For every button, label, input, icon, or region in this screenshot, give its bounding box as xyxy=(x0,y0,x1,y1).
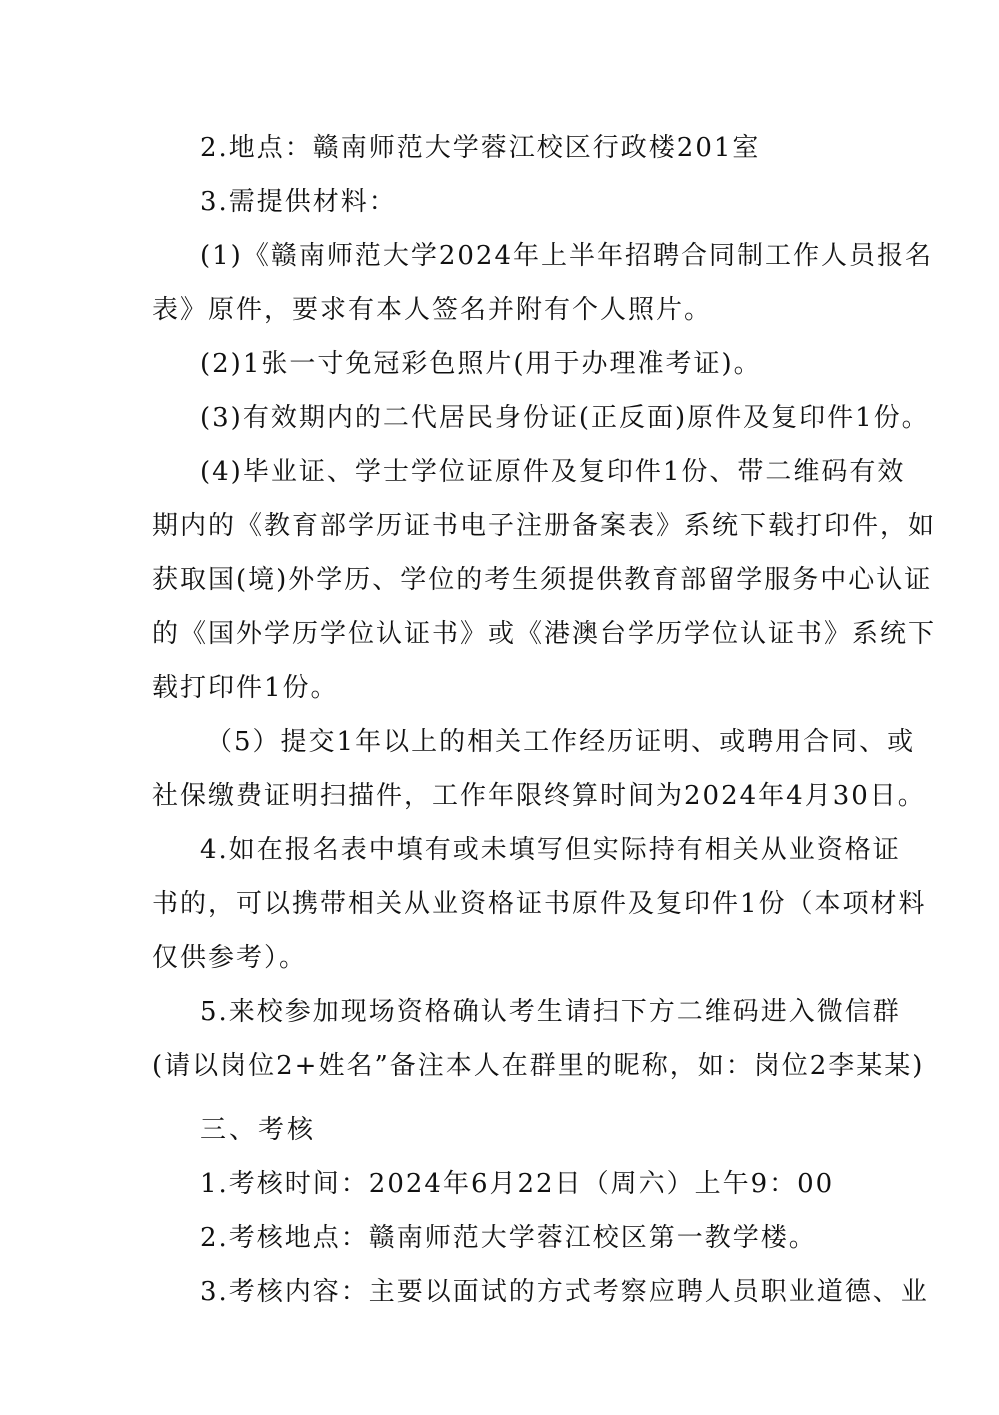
assessment-location-line: 2.考核地点：赣南师范大学蓉江校区第一教学楼。 xyxy=(200,1223,817,1253)
assessment-time-line: 1.考核时间：2024年6月22日（周六）上午9：00 xyxy=(200,1169,835,1199)
item-5-line-2: (请以岗位2+姓名”备注本人在群里的昵称，如：岗位2李某某) xyxy=(152,1051,925,1081)
material-3-line: (3)有效期内的二代居民身份证(正反面)原件及复印件1份。 xyxy=(200,403,930,433)
material-1-line-2: 表》原件，要求有本人签名并附有个人照片。 xyxy=(152,295,713,325)
material-4-line-1: (4)毕业证、学士学位证原件及复印件1份、带二维码有效 xyxy=(200,457,906,487)
material-4-line-5: 载打印件1份。 xyxy=(152,673,339,703)
materials-heading: 3.需提供材料： xyxy=(200,187,397,217)
material-5-line-2: 社保缴费证明扫描件，工作年限终算时间为2024年4月30日。 xyxy=(152,781,926,811)
item-5-line-1: 5.来校参加现场资格确认考生请扫下方二维码进入微信群 xyxy=(200,997,901,1027)
section-heading-assessment: 三、考核 xyxy=(200,1115,317,1145)
material-1-line-1: (1)《赣南师范大学2024年上半年招聘合同制工作人员报名 xyxy=(200,241,933,271)
item-4-line-2: 书的，可以携带相关从业资格证书原件及复印件1份（本项材料 xyxy=(152,889,927,919)
material-4-line-2: 期内的《教育部学历证书电子注册备案表》系统下载打印件，如 xyxy=(152,511,937,541)
material-5-line-1: （5）提交1年以上的相关工作经历证明、或聘用合同、或 xyxy=(206,727,916,757)
material-4-line-3: 获取国(境)外学历、学位的考生须提供教育部留学服务中心认证 xyxy=(152,565,933,595)
assessment-content-line: 3.考核内容：主要以面试的方式考察应聘人员职业道德、业 xyxy=(200,1277,929,1307)
location-line: 2.地点：赣南师范大学蓉江校区行政楼201室 xyxy=(200,133,761,163)
material-4-line-4: 的《国外学历学位认证书》或《港澳台学历学位认证书》系统下 xyxy=(152,619,937,649)
item-4-line-1: 4.如在报名表中填有或未填写但实际持有相关从业资格证 xyxy=(200,835,901,865)
material-2-line: (2)1张一寸免冠彩色照片(用于办理准考证)。 xyxy=(200,349,762,379)
item-4-line-3: 仅供参考）。 xyxy=(152,943,308,973)
